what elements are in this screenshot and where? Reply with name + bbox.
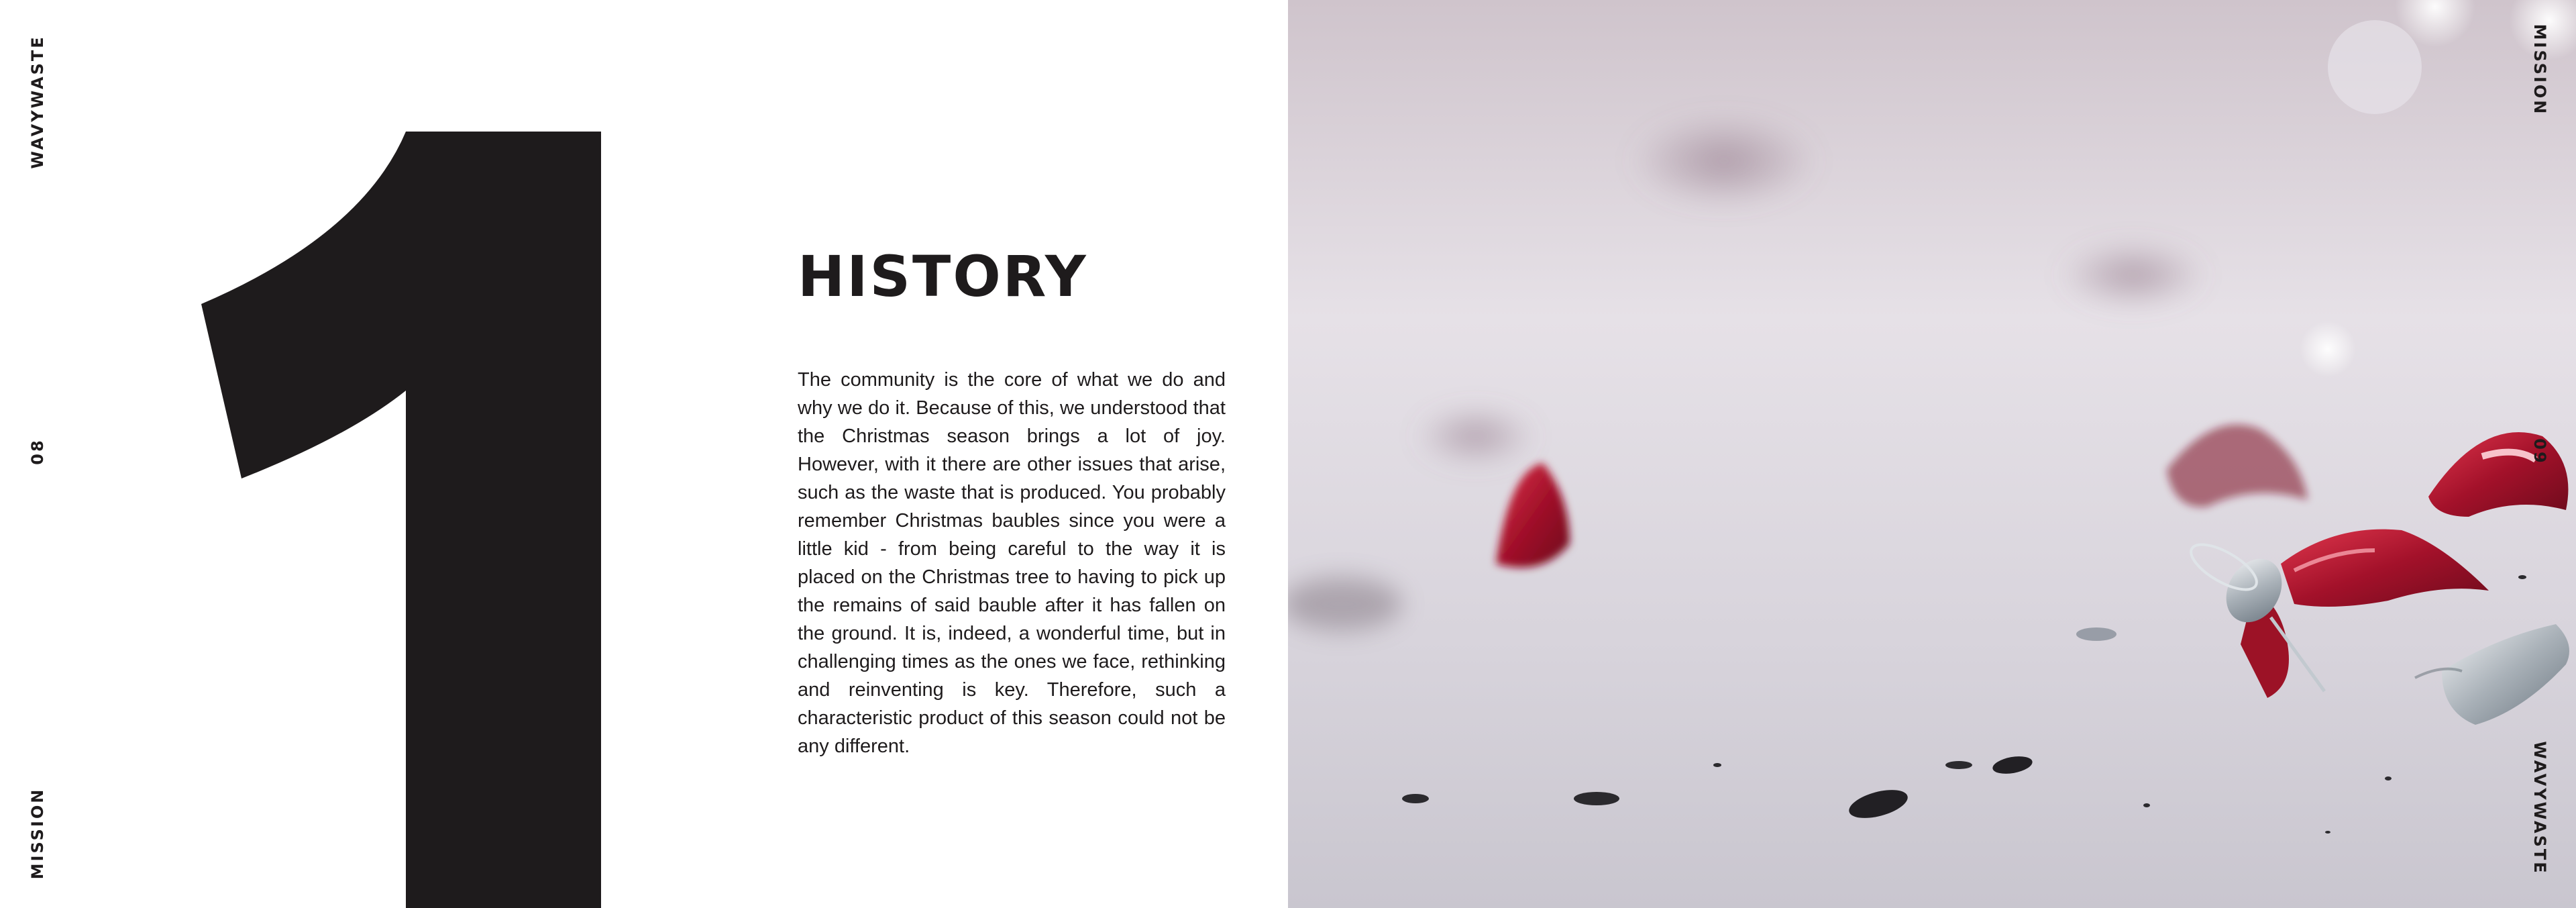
brand-label-left: WAVYWASTE xyxy=(28,35,47,169)
section-label-left: MISSION xyxy=(28,787,47,880)
page-number-left: 08 xyxy=(28,438,47,465)
body-paragraph: The community is the core of what we do and why we do it. Because of this, we understood that the Christmas season brings a lot of joy. However, with it there are other issues that arise, such as the waste that is produced. You probably remember Christmas baubles since you were a little kid - from being careful to the way it is placed on the Christmas tree to having to pick up the remains of said bauble after it has fallen on the ground. It is, indeed, a wonderful time, but in challenging times as the ones we face, rethinking and reinventing is key. Therefore, such a characteristic product of this season could not be any different. xyxy=(798,369,1226,757)
section-label-right: MISSION xyxy=(2530,23,2549,116)
right-page xyxy=(1288,0,2576,908)
broken-bauble-photo xyxy=(1288,0,2576,908)
section-title: HISTORY xyxy=(798,244,1088,309)
page-number-right: 09 xyxy=(2530,438,2549,465)
chapter-number-graphic xyxy=(0,0,671,908)
brand-label-right: WAVYWASTE xyxy=(2530,741,2549,875)
